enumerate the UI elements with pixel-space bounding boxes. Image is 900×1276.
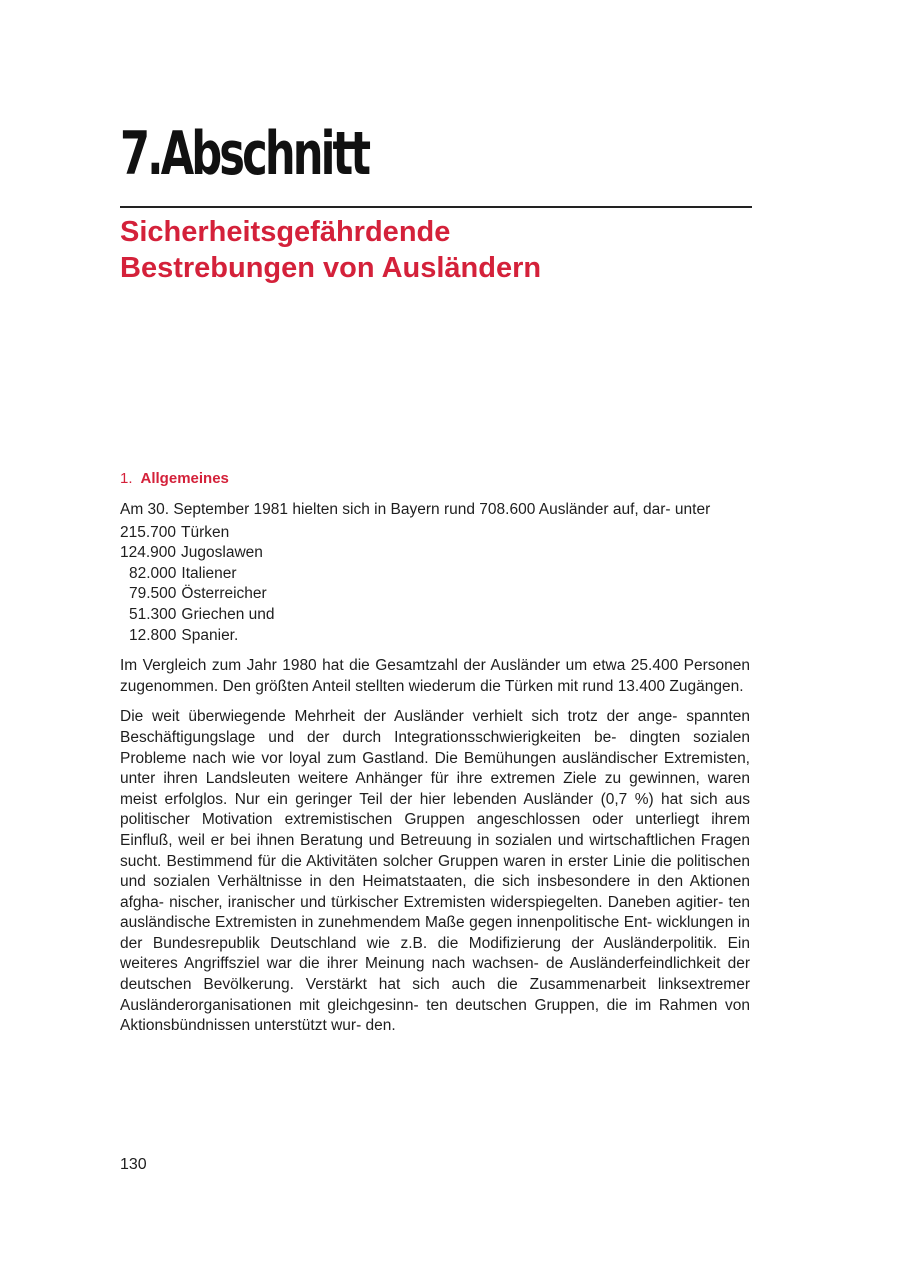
nationality-count: 79.500	[129, 585, 177, 603]
list-item	[120, 564, 750, 585]
nationality-label: Österreicher	[181, 585, 267, 603]
chapter-subtitle-line-2: Bestrebungen von Ausländern	[120, 252, 542, 284]
nationality-list	[120, 523, 750, 647]
nationality-count: 51.300	[129, 605, 177, 623]
nationality-count: 124.900	[120, 544, 177, 562]
nationality-label: Jugoslawen	[181, 544, 263, 562]
chapter-subtitle-line-1: Sicherheitsgefährdende	[120, 216, 451, 248]
section-heading	[120, 470, 229, 488]
list-item	[120, 605, 750, 626]
nationality-label: Italiener	[181, 564, 237, 582]
analysis-paragraph: Die weit überwiegende Mehrheit der Ausländer verhielt sich trotz der ange- spannten Beschäftigungslage und der durch Integrationsschwierigkeiten be- dingten sozialen Probleme nach wie vor loyal zum Gastland. Die Bemühungen ausländischer Extremisten, unter ihren Landsleuten weitere Anhänger für ihre extremen Ziele zu gewinnen, waren meist erfolglos. Nur ein geringer Teil der hier lebenden Ausländer (0,7 %) hat sich aus politischer Motivation extremistischen Gruppen angeschlossen oder unterliegt ihrem Einfluß, weil er bei ihnen Beratung und Betreuung in sozialen und wirtschaftlichen Fragen sucht. Bestimmend für die Aktivitäten solcher Gruppen waren in erster Linie die politischen und sozialen Verhältnisse in den Heimatstaaten, die sich insbesondere in den Aktionen afgha- nischer, iranischer und türkischer Extremisten widerspiegelten. Daneben agitier- ten ausländische Extremisten in zunehmendem Maße gegen innenpolitische Ent- wicklungen in der Bundesrepublik Deutschland wie z.B. die Modifizierung der Ausländerpolitik. Ein weiteres Angriffsziel war die ihrer Meinung nach wachsen- de Ausländerfeindlichkeit der deutschen Bevölkerung. Verstärkt hat sich auch die Zusammenarbeit linksextremer Ausländerorganisationen mit gleichgesinn- ten deutschen Gruppen, die im Rahmen von Aktionsbündnissen unterstützt wur- den.	[120, 708, 750, 1035]
title-divider	[120, 206, 752, 208]
section-title: Allgemeines	[140, 470, 229, 487]
page-number: 130	[120, 1156, 147, 1173]
chapter-subtitle	[120, 214, 541, 286]
nationality-label: Spanier.	[181, 626, 239, 644]
comparison-paragraph: Im Vergleich zum Jahr 1980 hat die Gesamtzahl der Ausländer um etwa 25.400 Personen zugenommen. Den größten Anteil stellten wiederum die Türken mit rund 13.400 Zugängen.	[120, 657, 750, 695]
nationality-label: Griechen und	[181, 605, 275, 623]
nationality-label: Türken	[181, 523, 230, 541]
section-number: 1.	[120, 470, 133, 487]
nationality-count: 215.700	[120, 523, 177, 541]
list-item	[120, 584, 750, 605]
list-item	[120, 523, 750, 544]
chapter-title: 7.Abschnitt	[120, 119, 369, 189]
nationality-count: 12.800	[129, 626, 177, 644]
body-text	[120, 500, 750, 1047]
intro-paragraph: Am 30. September 1981 hielten sich in Bayern rund 708.600 Ausländer auf, dar- unter	[120, 501, 711, 518]
nationality-count: 82.000	[129, 564, 177, 582]
list-item	[120, 543, 750, 564]
list-item	[120, 626, 750, 647]
